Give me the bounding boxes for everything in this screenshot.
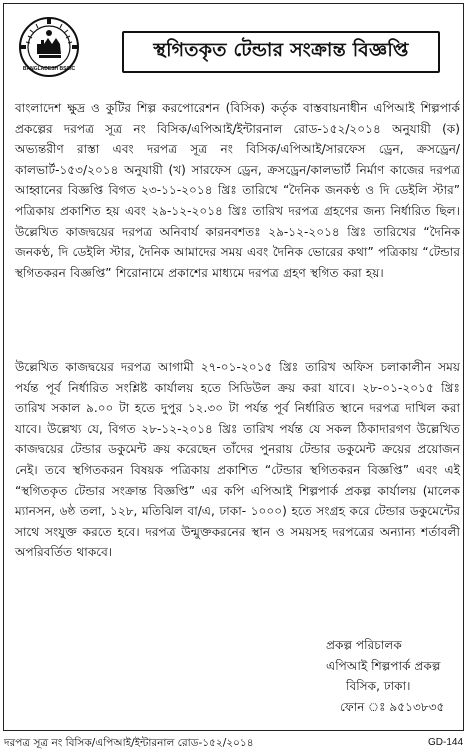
bscic-logo-icon bbox=[18, 16, 80, 78]
signature-office: এপিআই শিল্পপার্ক প্রকল্প bbox=[326, 658, 441, 673]
footer-reference: দরপত্র সূত্র নং বিসিক/এপিআই/ইন্টারনাল রোড-১৫২/২০১৪ bbox=[4, 737, 254, 749]
notice-title-box bbox=[122, 31, 440, 73]
notice-title: স্থগিতকৃত টেন্ডার সংক্রান্ত বিজ্ঞপ্তি bbox=[153, 39, 409, 61]
notice-frame bbox=[3, 3, 464, 731]
signature-phone: ফোন ঃ ৯৫১৩৮৩৫ bbox=[340, 699, 445, 714]
signature-designation: প্রকল্প পরিচালক bbox=[326, 638, 402, 652]
signature-block bbox=[326, 635, 466, 717]
notice-paragraph-2: উল্লেখিত কাজদ্বয়ের দরপত্র আগামী ২৭-০১-২০১৫ খ্রিঃ তারিখ অফিস চলাকালীন সময় পর্যন্ত পূর্ব নির্ধারিত সংশ্লিষ্ট কার্যালয় হতে সিডিউল ক্রয় করা যাবে। ২৮-০১-২০১৫ খ্রিঃ তারিখ সকাল ৯.০০ টা হতে দুপুর ১২.৩০ টা পর্যন্ত পূর্ব নির্ধারিত স্থানে দরপত্র দাখিল করা যাবে। উল্লেখ্য যে, বিগত ২৮-১২-২০১৪ খ্রিঃ তারিখ পর্যন্ত যে সকল ঠিকাদারগণ উল্লেখিত কাজদ্বয়ের টেন্ডার ডকুমেন্ট ক্রয় করেছেন তাঁদের পুনরায় টেন্ডার ডকুমেন্ট ক্রয়ের প্রয়োজন নেই। তবে স্থগিতকরন বিষয়ক পত্রিকায় প্রকাশিত “টেন্ডার স্থগিতকরন বিজ্ঞপ্তি” এবং এই “স্থগিতকৃত টেন্ডার সংক্রান্ত বিজ্ঞপ্তি” এর কপি এপিআই শিল্পপার্ক প্রকল্প কার্যালয় (মালেক ম্যানসন, ৬ষ্ঠ তলা, ১২৮, মতিঝিল বা/এ, ঢাকা- ১০০০) হতে সংগ্রহ করে টেন্ডার ডকুমেন্টের সাথে সংযুক্ত করতে হবে। দরপত্র উন্মুক্তকরনের স্থান ও সময়সহ দরপত্রের অন্যান্য শর্তাবলী অপরিবর্তিত থাকবে। bbox=[15, 360, 460, 560]
notice-paragraph-1: বাংলাদেশ ক্ষুদ্র ও কুটির শিল্প করপোরেশন (বিসিক) কর্তৃক বাস্তবায়নাধীন এপিআই শিল্পপার্ক প্রকল্পের দরপত্র সূত্র নং বিসিক/এপিআই/ইন্টারনাল রোড-১৫২/২০১৪ অনুযায়ী (ক) অভ্যন্তরীণ রাস্তা এবং দরপত্র সূত্র নং বিসিক/এপিআই/সারফেস ড্রেন, ক্রসড্রেন/কালভার্ট-১৫৩/২০১৪ অনুযায়ী (খ) সারফেস ড্রেন, ক্রসড্রেন/কালভার্ট নির্মাণ কাজের দরপত্র আহ্বানের বিজ্ঞপ্তি বিগত ২৩-১১-২০১৪ খ্রিঃ তারিখে “দৈনিক জনকণ্ঠ ও দি ডেইলি স্টার” পত্রিকায় প্রকাশিত হয় এবং ২৯-১২-২০১৪ খ্রিঃ তারিখ দরপত্র গ্রহণের জন্য নির্ধারিত ছিল। উল্লেখিত কাজদ্বয়ের দরপত্র অনিবার্য কারনবশতঃ ২৯-১২-২০১৪ খ্রিঃ তারিখের “দৈনিক জনকণ্ঠ, দি ডেইলি স্টার, দৈনিক আমাদের সময় এবং দৈনিক ভোরের কথা” পত্রিকায় “টেন্ডার স্থগিতকরন বিজ্ঞপ্তি” শিরোনামে প্রকাশের মাধ্যমে দরপত্র গ্রহণ স্থগিত করা হয়। bbox=[15, 101, 460, 280]
signature-organization: বিসিক, ঢাকা। bbox=[346, 679, 411, 694]
logo-caption: BANGLADESH BSCIC bbox=[22, 66, 76, 72]
footer-code: GD-144 bbox=[427, 737, 463, 748]
